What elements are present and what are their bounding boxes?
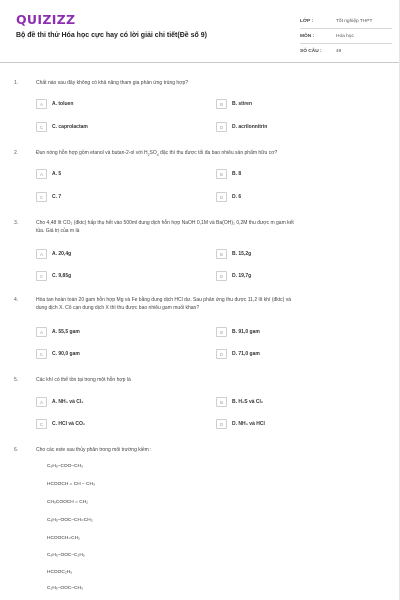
option-b[interactable]: B B. stiren — [216, 99, 252, 109]
option-a[interactable]: A A. 5 — [36, 169, 61, 179]
option-c[interactable]: C C. 9,85g — [36, 271, 71, 281]
option-a[interactable]: A A. 55,5 gam — [36, 327, 80, 337]
ester-formula: C₂H₅–OOC–CH₃ — [47, 586, 83, 591]
question-6: 6. Cho các este sau thủy phân trong môi trường kiềm : C₆H₅–COO–CH₃ HCOOCH = CH – CH₃ CH₃COOCH = CH₂ C₆H₅–OOC–CH=CH₂ HCOOCH=CH₂ C₆H₅–OOC–C₂H₅ HCOOC₂H₅ C₂H₅–OOC–CH₃ — [14, 447, 386, 597]
ester-formula: CH₃COOCH = CH₂ — [47, 500, 88, 505]
ester-formula: HCOOC₂H₅ — [47, 570, 73, 575]
ester-formula: HCOOCH = CH – CH₃ — [47, 482, 95, 487]
question-1: 1. Chất nào sau đây không có khả năng tham gia phản ứng trùng hợp? A A. toluen B B. stiren C C. caprolactam D D. acrilonnitrin — [14, 80, 386, 140]
meta-grade: LỚP : Tốt nghiệp THPT — [300, 14, 392, 29]
ester-formula: C₆H₅–OOC–C₂H₅ — [47, 553, 85, 558]
meta-subject: MÔN : Hóa học — [300, 29, 392, 44]
meta-count: SỐ CÂU : 49 — [300, 48, 342, 54]
option-d[interactable]: D D. acrilonnitrin — [216, 122, 267, 132]
option-a[interactable]: A A. 20,4g — [36, 249, 71, 259]
ester-formula: C₆H₅–OOC–CH=CH₂ — [47, 518, 93, 523]
option-a[interactable]: A A. NH₃ và Cl₂ — [36, 397, 83, 407]
question-text: Cho các este sau thủy phân trong môi trường kiềm : — [36, 447, 152, 453]
question-text: Hòa tan hoàn toàn 20 gam hỗn hợp Mg và Fe bằng dung dịch HCl dư. Sau phản ứng thu được 11,2 lít khí (đktc) và dung dịch X. Cô cạn dung dịch X thì thu được bao nhiêu gam muối khan? — [36, 297, 291, 311]
option-b[interactable]: B B. 15,2g — [216, 249, 251, 259]
option-d[interactable]: D D. NH₃ và HCl — [216, 419, 265, 429]
worksheet-meta — [300, 14, 392, 58]
option-d[interactable]: D D. 71,0 gam — [216, 349, 260, 359]
option-c[interactable]: C C. caprolactam — [36, 122, 88, 132]
worksheet-title: Bộ đề thi thử Hóa học cực hay có lời giải chi tiết(Đề số 9) — [16, 32, 207, 39]
ester-formula: HCOOCH=CH₂ — [47, 536, 80, 541]
option-a[interactable]: A A. toluen — [36, 99, 73, 109]
question-2: 2. Đun nóng hỗn hợp gồm etanol và butan-2-ol với $H_2SO_4$ đặc thì thu được tối đa bao nhiêu sản phẩm hữu cơ? A A. 5 B B. 8 C C. 7 D D. 6 — [14, 150, 386, 210]
option-b[interactable]: B B. H₂S và Cl₂ — [216, 397, 263, 407]
option-c[interactable]: C C. 7 — [36, 192, 61, 202]
option-b[interactable]: B B. 91,0 gam — [216, 327, 260, 337]
option-d[interactable]: D D. 6 — [216, 192, 241, 202]
question-text: Các khí có thể tồn tại trong một hỗn hợp là — [36, 377, 131, 383]
question-text: Đun nóng hỗn hợp gồm etanol và butan-2-ol với $H_2SO_4$ đặc thì thu được tối đa bao nhiêu sản phẩm hữu cơ? — [36, 150, 278, 157]
question-text: Chất nào sau đây không có khả năng tham gia phản ứng trùng hợp? — [36, 80, 189, 86]
ester-formula: C₆H₅–COO–CH₃ — [47, 464, 83, 469]
header-divider — [0, 62, 400, 63]
question-4: 4. Hòa tan hoàn toàn 20 gam hỗn hợp Mg và Fe bằng dung dịch HCl dư. Sau phản ứng thu được 11,2 lít khí (đktc) và dung dịch X. Cô cạn dung dịch X thì thu được bao nhiêu gam muối khan? A A. 55,5 gam B B. 91,0 gam C C. 90,0 gam D D. 71,0 gam — [14, 297, 386, 365]
option-b[interactable]: B B. 8 — [216, 169, 241, 179]
option-d[interactable]: D D. 19,7g — [216, 271, 251, 281]
question-3: 3. Cho 4,48 lít CO₂ (đktc) hấp thụ hết vào 500ml dung dịch hỗn hợp NaOH 0,1M và Ba(OH)₂ 0,2M thu được m gam kết tủa. Giá trị của m là A A. 20,4g B B. 15,2g C C. 9,85g D D. 19,7g — [14, 220, 386, 288]
option-c[interactable]: C C. 90,0 gam — [36, 349, 80, 359]
quizizz-logo: QUIZIZZ — [16, 12, 76, 27]
option-c[interactable]: C C. HCl và CO₂ — [36, 419, 85, 429]
question-text: Cho 4,48 lít CO₂ (đktc) hấp thụ hết vào 500ml dung dịch hỗn hợp NaOH 0,1M và Ba(OH)₂ 0,2M thu được m gam kết tủa. Giá trị của m là — [36, 220, 294, 234]
question-5: 5. Các khí có thể tồn tại trong một hỗn hợp là A A. NH₃ và Cl₂ B B. H₂S và Cl₂ C C. HCl và CO₂ D D. NH₃ và HCl — [14, 377, 386, 437]
